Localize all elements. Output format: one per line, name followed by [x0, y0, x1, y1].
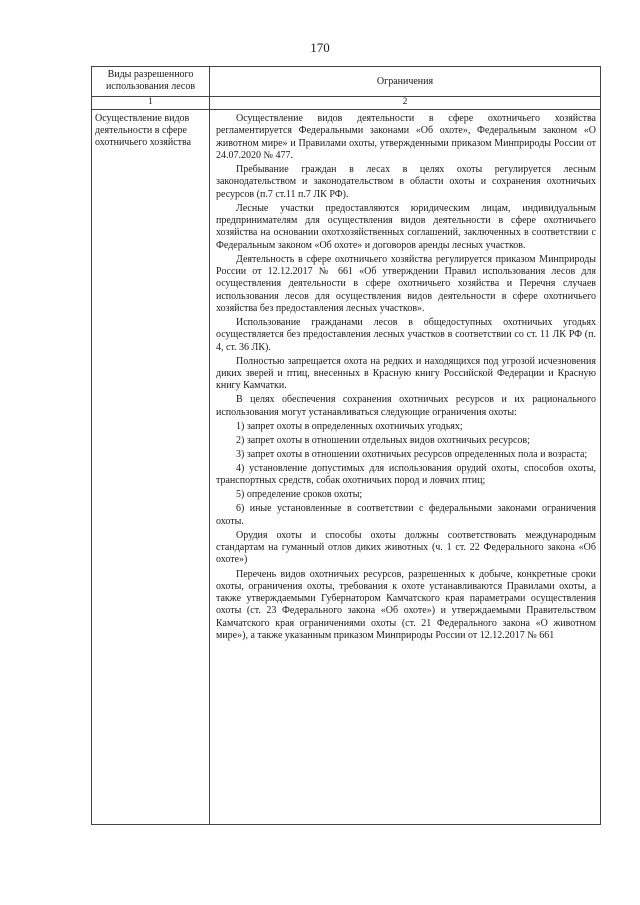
restrictions-cell: [216, 113, 596, 644]
use-type-cell: Осуществление видов деятельности в сфере охотничьего хозяйства: [95, 113, 192, 148]
paragraph: Полностью запрещается охота на редких и находящихся под угрозой исчезновения диких зверей и птиц, внесенных в Красную книгу Российской Федерации и Красную книгу Камчатки.: [216, 355, 596, 392]
column-divider: [209, 67, 210, 824]
header-restrictions: Ограничения: [376, 76, 434, 87]
restrictions-table: [91, 66, 601, 825]
paragraph: Использование гражданами лесов в общедоступных охотничьих угодьях осуществляется без предоставления лесных участков в соответствии со ст. 11 ЛК РФ (п. 4, ст. 36 ЛК).: [216, 316, 596, 353]
paragraph: Перечень видов охотничьих ресурсов, разрешенных к добыче, конкретные сроки охоты, ограничения охоты, требования к охоте устанавливаются Правилами охоты, а также утверждаемыми Губернатором Камчатского края параметрами осуществления охоты (ст. 23 Федерального закона «Об охоте») и утверждаемыми Правительством Камчатского края ограничениями охоты (ст. 21 Федерального закона «О животном мире»), а также указанным приказом Минприроды России от 12.12.2017 № 661: [216, 568, 596, 642]
paragraph: Орудия охоты и способы охоты должны соответствовать международным стандартам на гуманный отлов диких животных (ч. 1 ст. 22 Федерального закона «Об охоте»): [216, 529, 596, 566]
paragraph: Пребывание граждан в лесах в целях охоты регулируется лесным законодательством и законодательством в области охоты и сохранения охотничьих ресурсов (п.7 ст.11 п.7 ЛК РФ).: [216, 163, 596, 200]
table-header-row: [92, 67, 600, 97]
list-item: 3) запрет охоты в отношении охотничьих ресурсов определенных пола и возраста;: [236, 448, 588, 460]
list-item: 2) запрет охоты в отношении отдельных видов охотничьих ресурсов;: [236, 434, 530, 446]
list-item: 5) определение сроков охоты;: [236, 489, 363, 501]
paragraph: Деятельность в сфере охотничьего хозяйства регулируется приказом Минприроды России от 12.12.2017 № 661 «Об утверждении Правил использования лесов для осуществления деятельности в сфере охотничьего хозяйства и Перечня случаев использования лесов для осуществления видов деятельности в сфере охотничьего хозяйства без предоставления лесных участков».: [216, 253, 596, 314]
paragraph: Лесные участки предоставляются юридическим лицам, индивидуальным предпринимателям для осуществления видов деятельности в сфере охотничьего хозяйства на основании охотхозяйственных соглашений, заключенных в соответствии с Федеральным законом «Об охоте» и договоров аренды лесных участков.: [216, 202, 596, 251]
page-number: 170: [310, 40, 330, 55]
list-item: 1) запрет охоты в определенных охотничьих угодьях;: [236, 420, 463, 432]
paragraph: Осуществление видов деятельности в сфере охотничьего хозяйства регламентируется Федеральными законами «Об охоте», Федеральным законом «О животном мире» и Правилами охоты, утвержденными приказом Минприроды России от 24.07.2020 № 477.: [216, 113, 596, 161]
header-use-types: Виды разрешенного использования лесов: [105, 69, 196, 92]
column-number-1: 1: [148, 97, 153, 107]
list-item: 4) установление допустимых для использования орудий охоты, способов охоты, транспортных средств, собак охотничьих пород и ловчих птиц;: [216, 462, 596, 487]
column-number-2: 2: [402, 97, 408, 107]
column-number-row: [92, 96, 600, 110]
paragraph: В целях обеспечения сохранения охотничьих ресурсов и их рационального использования могут устанавливаться следующие ограничения охоты:: [216, 394, 596, 418]
list-item: 6) иные установленные в соответствии с федеральными законами ограничения охоты.: [216, 503, 596, 527]
